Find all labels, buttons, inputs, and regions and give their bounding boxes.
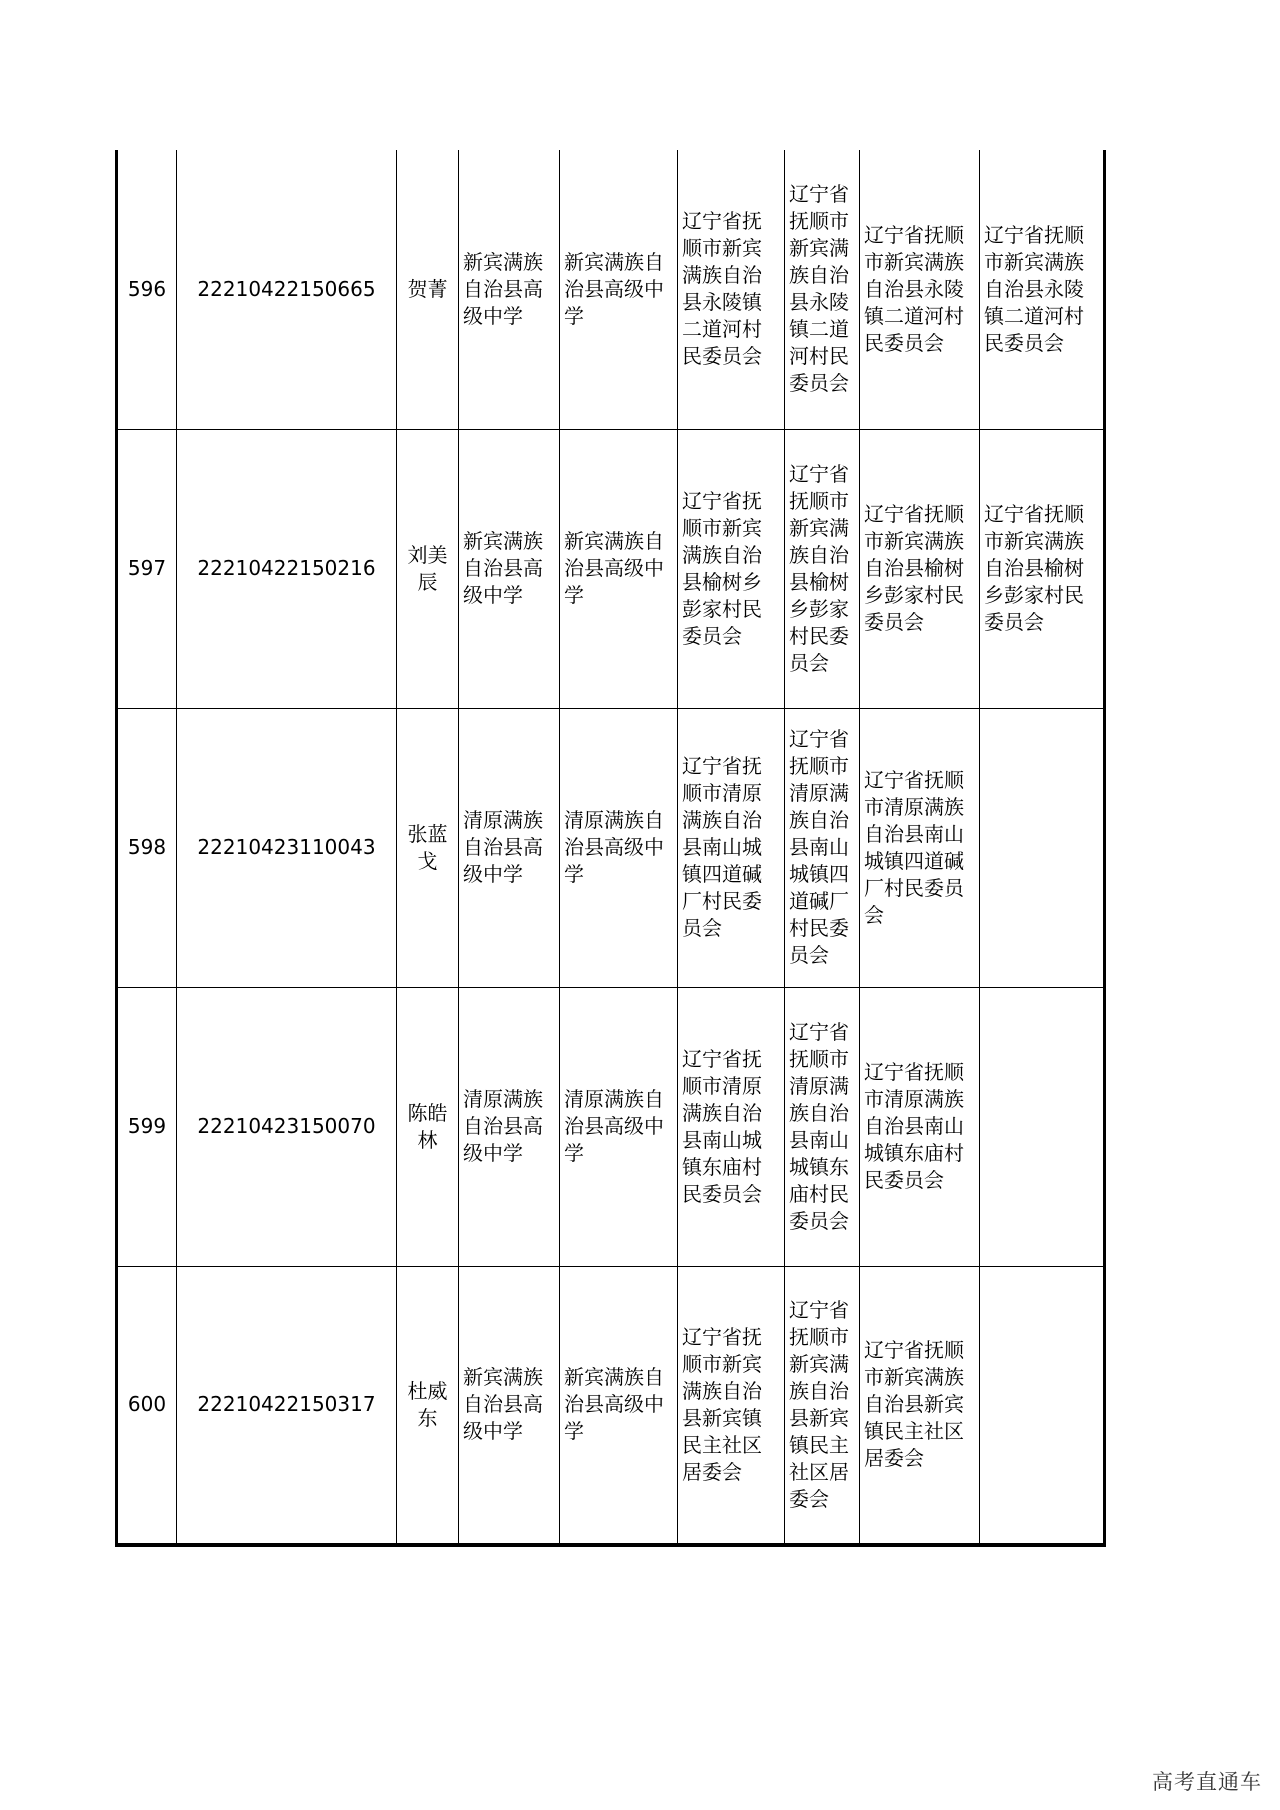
- school: 清原满族自治县高级中学: [459, 708, 560, 987]
- address-3: 辽宁省抚顺市新宾满族自治县榆树乡彭家村民委员会: [860, 429, 980, 708]
- school: 新宾满族自治县高级中学: [459, 1266, 560, 1545]
- watermark: 高考直通车: [1152, 1770, 1262, 1794]
- address-1: 辽宁省抚顺市新宾满族自治县新宾镇民主社区居委会: [678, 1266, 785, 1545]
- student-name: 杜威东: [397, 1266, 459, 1545]
- table-row: [117, 150, 1105, 429]
- address-4: [980, 987, 1105, 1266]
- row-number: 597: [117, 429, 177, 708]
- school: 新宾满族自治县高级中学: [459, 150, 560, 429]
- row-number: 598: [117, 708, 177, 987]
- address-1: 辽宁省抚顺市清原满族自治县南山城镇东庙村民委员会: [678, 987, 785, 1266]
- address-1: 辽宁省抚顺市新宾满族自治县榆树乡彭家村民委员会: [678, 429, 785, 708]
- school-2: 清原满族自治县高级中学: [560, 708, 678, 987]
- student-name: 贺菁: [397, 150, 459, 429]
- address-4: [980, 1266, 1105, 1545]
- exam-id: 22210422150216: [177, 429, 397, 708]
- student-list-table: [115, 150, 1106, 1547]
- address-4: [980, 708, 1105, 987]
- row-number: 600: [117, 1266, 177, 1545]
- table-row: [117, 1266, 1105, 1545]
- exam-id: 22210423110043: [177, 708, 397, 987]
- address-3: 辽宁省抚顺市新宾满族自治县新宾镇民主社区居委会: [860, 1266, 980, 1545]
- student-name: 张蓝戈: [397, 708, 459, 987]
- table-row: [117, 987, 1105, 1266]
- address-4: 辽宁省抚顺市新宾满族自治县榆树乡彭家村民委员会: [980, 429, 1105, 708]
- address-2: 辽宁省抚顺市清原满族自治县南山城镇四道碱厂村民委员会: [785, 708, 860, 987]
- address-2: 辽宁省抚顺市清原满族自治县南山城镇东庙村民委员会: [785, 987, 860, 1266]
- address-2: 辽宁省抚顺市新宾满族自治县永陵镇二道河村民委员会: [785, 150, 860, 429]
- school: 清原满族自治县高级中学: [459, 987, 560, 1266]
- address-2: 辽宁省抚顺市新宾满族自治县榆树乡彭家村民委员会: [785, 429, 860, 708]
- exam-id: 22210422150317: [177, 1266, 397, 1545]
- table-row: [117, 708, 1105, 987]
- exam-id: 22210423150070: [177, 987, 397, 1266]
- address-3: 辽宁省抚顺市清原满族自治县南山城镇东庙村民委员会: [860, 987, 980, 1266]
- table-row: [117, 429, 1105, 708]
- school-2: 新宾满族自治县高级中学: [560, 150, 678, 429]
- address-2: 辽宁省抚顺市新宾满族自治县新宾镇民主社区居委会: [785, 1266, 860, 1545]
- exam-id: 22210422150665: [177, 150, 397, 429]
- address-1: 辽宁省抚顺市新宾满族自治县永陵镇二道河村民委员会: [678, 150, 785, 429]
- school: 新宾满族自治县高级中学: [459, 429, 560, 708]
- address-1: 辽宁省抚顺市清原满族自治县南山城镇四道碱厂村民委员会: [678, 708, 785, 987]
- student-name: 刘美辰: [397, 429, 459, 708]
- address-3: 辽宁省抚顺市新宾满族自治县永陵镇二道河村民委员会: [860, 150, 980, 429]
- school-2: 新宾满族自治县高级中学: [560, 429, 678, 708]
- row-number: 599: [117, 987, 177, 1266]
- student-name: 陈皓林: [397, 987, 459, 1266]
- school-2: 清原满族自治县高级中学: [560, 987, 678, 1266]
- address-3: 辽宁省抚顺市清原满族自治县南山城镇四道碱厂村民委员会: [860, 708, 980, 987]
- address-4: 辽宁省抚顺市新宾满族自治县永陵镇二道河村民委员会: [980, 150, 1105, 429]
- school-2: 新宾满族自治县高级中学: [560, 1266, 678, 1545]
- row-number: 596: [117, 150, 177, 429]
